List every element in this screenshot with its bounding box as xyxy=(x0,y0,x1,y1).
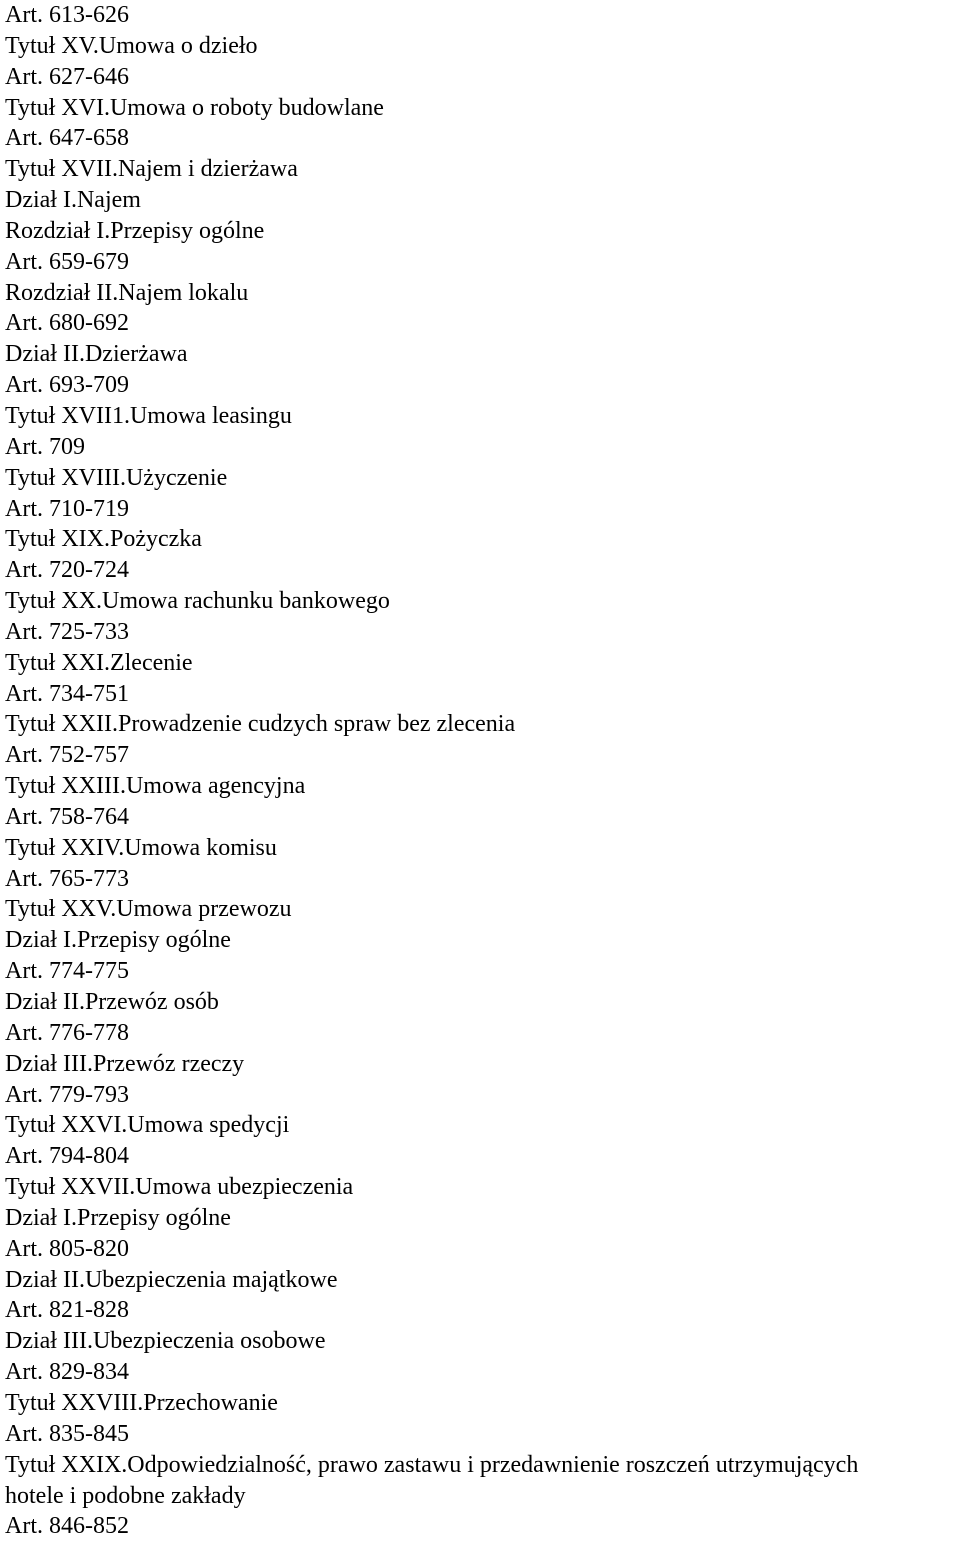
chapter-heading: Rozdział I.Przepisy ogólne xyxy=(5,217,265,244)
article-range: Art. 846-852 xyxy=(5,1513,129,1540)
title-heading: Tytuł XVI.Umowa o roboty budowlane xyxy=(5,94,384,121)
article-range: Art. 710-719 xyxy=(5,495,129,522)
division-heading: Dział I.Najem xyxy=(5,187,141,214)
title-heading: Tytuł XXVI.Umowa spedycji xyxy=(5,1112,290,1139)
article-range: Art. 765-773 xyxy=(5,865,129,892)
division-heading: Dział I.Przepisy ogólne xyxy=(5,927,231,954)
title-heading: Tytuł XXII.Prowadzenie cudzych spraw bez zlecenia xyxy=(5,711,516,738)
article-range: Art. 613-626 xyxy=(5,2,129,28)
division-heading: Dział III.Przewóz rzeczy xyxy=(5,1050,245,1077)
article-range: Art. 779-793 xyxy=(5,1081,129,1108)
title-heading: Tytuł XV.Umowa o dzieło xyxy=(5,32,258,59)
article-range: Art. 794-804 xyxy=(5,1143,129,1170)
article-range: Art. 821-828 xyxy=(5,1297,129,1324)
title-heading: Tytuł XXVII.Umowa ubezpieczenia xyxy=(5,1174,354,1201)
division-heading: Dział I.Przepisy ogólne xyxy=(5,1204,231,1231)
title-heading: Tytuł XXIII.Umowa agencyjna xyxy=(5,773,306,800)
division-heading: Dział II.Dzierżawa xyxy=(5,341,188,368)
article-range: Art. 774-775 xyxy=(5,958,129,985)
article-range: Art. 835-845 xyxy=(5,1420,129,1447)
title-heading: Tytuł XVII1.Umowa leasingu xyxy=(5,402,292,429)
article-range: Art. 659-679 xyxy=(5,248,129,275)
article-range: Art. 805-820 xyxy=(5,1235,129,1262)
article-range: Art. 776-778 xyxy=(5,1019,129,1046)
title-heading: Tytuł XVIII.Użyczenie xyxy=(5,464,228,491)
division-heading: Dział II.Przewóz osób xyxy=(5,989,219,1015)
article-range: Art. 627-646 xyxy=(5,63,129,90)
title-heading: Tytuł XXV.Umowa przewozu xyxy=(5,896,292,923)
article-range: Art. 680-692 xyxy=(5,310,129,337)
article-range: Art. 758-764 xyxy=(5,803,129,830)
title-heading: Tytuł XX.Umowa rachunku bankowego xyxy=(5,588,390,615)
article-range: Art. 709 xyxy=(5,433,85,460)
article-range: Art. 720-724 xyxy=(5,557,129,584)
title-heading: Tytuł XXIX.Odpowiedzialność, prawo zastawu i przedawnienie roszczeń utrzymujących xyxy=(5,1451,859,1478)
article-range: Art. 734-751 xyxy=(5,680,129,707)
title-heading: Tytuł XXI.Zlecenie xyxy=(5,649,193,676)
title-heading: Tytuł XXIV.Umowa komisu xyxy=(5,834,277,861)
article-range: Art. 829-834 xyxy=(5,1359,129,1386)
article-range: Art. 752-757 xyxy=(5,742,129,769)
title-heading: Tytuł XVII.Najem i dzierżawa xyxy=(5,156,298,183)
chapter-heading: Rozdział II.Najem lokalu xyxy=(5,279,249,306)
division-heading: Dział III.Ubezpieczenia osobowe xyxy=(5,1328,326,1355)
article-range: Art. 725-733 xyxy=(5,618,129,645)
division-heading: Dział II.Ubezpieczenia majątkowe xyxy=(5,1266,338,1293)
article-range: Art. 647-658 xyxy=(5,125,129,152)
article-range: Art. 693-709 xyxy=(5,372,129,399)
title-heading-continuation: hotele i podobne zakłady xyxy=(5,1482,246,1509)
title-heading: Tytuł XXVIII.Przechowanie xyxy=(5,1389,278,1416)
title-heading: Tytuł XIX.Pożyczka xyxy=(5,526,202,553)
